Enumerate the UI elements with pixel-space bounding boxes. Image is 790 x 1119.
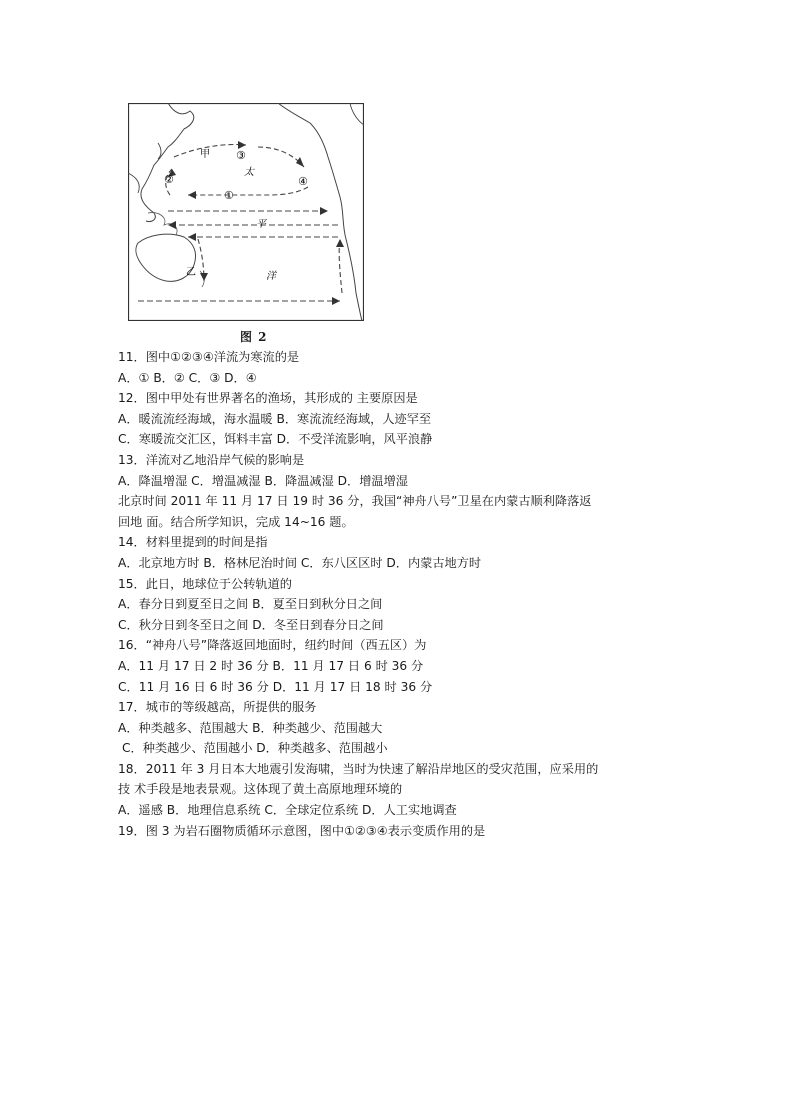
figure-caption: 图 2	[240, 330, 268, 344]
label-jia: 甲	[200, 149, 210, 160]
q15-options-cd: C．秋分日到冬至日之间 D．冬至日到春分日之间	[118, 617, 384, 632]
q12-options-ab: A．暖流流经海域，海水温暖 B．寒流流经海域，人迹罕至	[118, 411, 432, 426]
label-ping: 平	[256, 219, 266, 230]
label-c4: ④	[298, 175, 308, 188]
map-svg	[128, 103, 364, 321]
q15-options-ab: A．春分日到夏至日之间 B．夏至日到秋分日之间	[118, 597, 383, 612]
q17-options-cd: C．种类越少、范围越小 D．种类越多、范围越小	[122, 741, 388, 756]
label-yi: 乙	[186, 267, 196, 278]
material-line-1: 北京时间 2011 年 11 月 17 日 19 时 36 分，我国“神舟八号”卫星在内蒙古顺利降落返	[118, 494, 592, 509]
q16-options-ab: A．11 月 17 日 2 时 36 分 B．11 月 17 日 6 时 36 分	[118, 658, 424, 673]
label-c1: ①	[224, 189, 234, 202]
q12-stem: 12．图中甲处有世界著名的渔场，其形成的 主要原因是	[118, 391, 418, 406]
label-yang: 洋	[266, 271, 276, 282]
q18-options: A．遥感 B．地理信息系统 C．全球定位系统 D．人工实地调查	[118, 803, 457, 818]
q11-options: A．① B．② C．③ D．④	[118, 370, 257, 385]
q16-stem: 16．“神舟八号”降落返回地面时，纽约时间（西五区）为	[118, 638, 427, 653]
q15-stem: 15．此日，地球位于公转轨道的	[118, 576, 292, 591]
q13-options: A．降温增湿 C．增温减湿 B．降温减湿 D．增温增湿	[118, 473, 408, 488]
label-c3: ③	[236, 149, 246, 162]
map-frame	[129, 104, 364, 321]
q14-stem: 14．材料里提到的时间是指	[118, 535, 268, 550]
label-tai: 太	[244, 167, 254, 178]
ocean-current-map	[128, 103, 364, 321]
q18-stem-2: 技 术手段是地表景观。这体现了黄土高原地理环境的	[118, 782, 403, 797]
q18-stem-1: 18．2011 年 3 月日本大地震引发海啸，当时为快速了解沿岸地区的受灾范围，应采用的	[118, 761, 599, 776]
q17-options-ab: A．种类越多、范围越大 B．种类越少、范围越大	[118, 720, 383, 735]
question-text	[118, 347, 688, 841]
q14-options: A．北京地方时 B．格林尼治时间 C．东八区区时 D．内蒙古地方时	[118, 555, 482, 570]
q12-options-cd: C．寒暖流交汇区，饵料丰富 D．不受洋流影响，风平浪静	[118, 432, 433, 447]
q13-stem: 13．洋流对乙地沿岸气候的影响是	[118, 452, 305, 467]
label-c2: ②	[164, 173, 174, 186]
q11-stem: 11．图中①②③④洋流为寒流的是	[118, 350, 300, 364]
q19-stem: 19．图 3 为岩石圈物质循环示意图，图中①②③④表示变质作用的是	[118, 823, 486, 838]
q16-options-cd: C．11 月 16 日 6 时 36 分 D．11 月 17 日 18 时 36 分	[118, 679, 433, 694]
q17-stem: 17．城市的等级越高，所提供的服务	[118, 700, 317, 715]
material-line-2: 回地 面。结合所学知识，完成 14~16 题。	[118, 514, 354, 529]
